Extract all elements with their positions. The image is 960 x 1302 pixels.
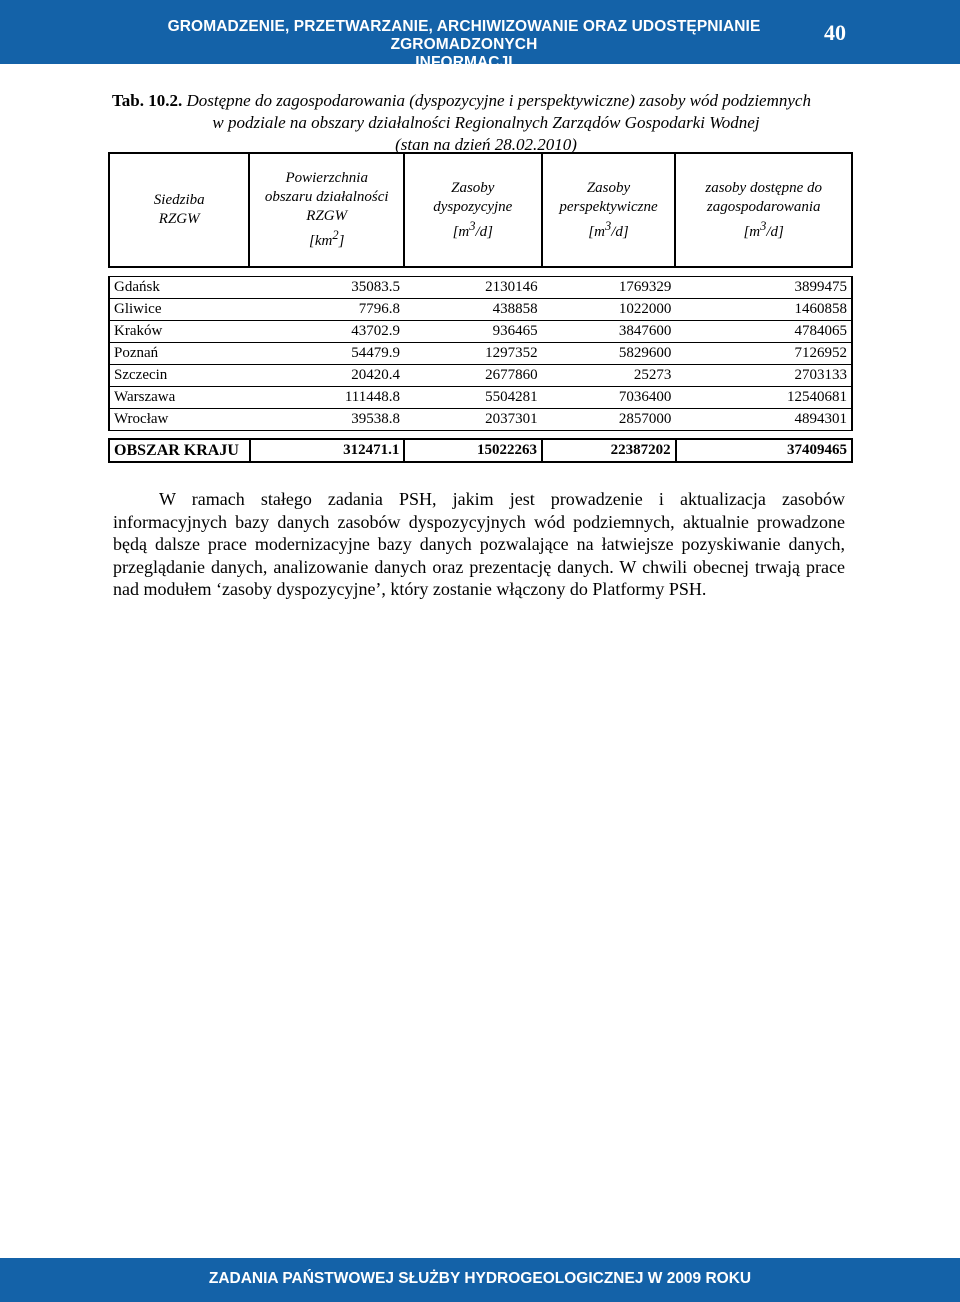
cell-disp: 2130146 <box>404 277 542 299</box>
cell-avail: 3899475 <box>675 277 852 299</box>
cell-persp: 1769329 <box>542 277 676 299</box>
total-table <box>108 438 853 463</box>
header-title-line2: INFORMACJI <box>415 54 513 71</box>
cell-name: Kraków <box>109 321 249 343</box>
total-row <box>109 439 852 462</box>
header-cell-perspective: Zasoby perspektywiczne $[m^3/d]$ <box>542 153 676 267</box>
cell-area: 20420.4 <box>249 365 404 387</box>
cell-avail: 2703133 <box>675 365 852 387</box>
page-number: 40 <box>824 20 846 45</box>
cell-area: 43702.9 <box>249 321 404 343</box>
cell-avail: 7126952 <box>675 343 852 365</box>
cell-name: Wrocław <box>109 409 249 431</box>
page-header <box>0 0 960 71</box>
cell-name: Poznań <box>109 343 249 365</box>
caption-line1: Dostępne do zagospodarowania (dyspozycyjne i perspektywiczne) zasoby wód podziemnych <box>186 91 811 110</box>
cell-disp: 1297352 <box>404 343 542 365</box>
cell-persp: 2857000 <box>542 409 676 431</box>
table-header-row <box>109 153 852 267</box>
cell-persp: 25273 <box>542 365 676 387</box>
cell-area: 35083.5 <box>249 277 404 299</box>
cell-persp: 5829600 <box>542 343 676 365</box>
total-name: OBSZAR KRAJU <box>109 439 250 462</box>
table-row <box>109 277 852 299</box>
cell-persp: 7036400 <box>542 387 676 409</box>
table-caption <box>112 90 860 156</box>
total-avail: 37409465 <box>676 439 852 462</box>
cell-avail: 1460858 <box>675 299 852 321</box>
header-title-line1: GROMADZENIE, PRZETWARZANIE, ARCHIWIZOWANIE ORAZ UDOSTĘPNIANIE ZGROMADZONYCH <box>167 18 761 53</box>
page-footer <box>0 1258 960 1302</box>
cell-disp: 2037301 <box>404 409 542 431</box>
table-row <box>109 387 852 409</box>
table-row <box>109 343 852 365</box>
total-disp: 15022263 <box>404 439 542 462</box>
cell-disp: 936465 <box>404 321 542 343</box>
cell-area: 39538.8 <box>249 409 404 431</box>
header-cell-seat: Siedziba RZGW <box>109 153 249 267</box>
cell-area: 54479.9 <box>249 343 404 365</box>
header-title <box>108 18 820 72</box>
table-row <box>109 321 852 343</box>
cell-avail: 12540681 <box>675 387 852 409</box>
resources-table <box>108 152 853 431</box>
header-cell-area: Powierzchnia obszaru działalności RZGW $[km^2]$ <box>249 153 404 267</box>
total-persp: 22387202 <box>542 439 676 462</box>
header-cell-disposable: Zasoby dyspozycyjne $[m^3/d]$ <box>404 153 542 267</box>
table-row <box>109 299 852 321</box>
body-paragraph: W ramach stałego zadania PSH, jakim jest prowadzenie i aktualizacja zasobów informacyjnych bazy danych zasobów dyspozycyjnych wód podziemnych, aktualnie prowadzone będą dalsze prace modernizacyjne bazy danych pozwalające na łatwiejsze pozyskiwanie danych, przeglądanie danych, analizowanie danych oraz prezentację danych. W chwili obecnej trwają prace nad modułem ‘zasoby dyspozycyjne’, który zostanie włączony do Platformy PSH. <box>113 489 845 599</box>
cell-name: Gdańsk <box>109 277 249 299</box>
cell-avail: 4894301 <box>675 409 852 431</box>
cell-area: 111448.8 <box>249 387 404 409</box>
total-area: 312471.1 <box>250 439 404 462</box>
caption-line3: (stan na dzień 28.02.2010) <box>395 135 577 154</box>
table-row <box>109 365 852 387</box>
footer-text: ZADANIA PAŃSTWOWEJ SŁUŻBY HYDROGEOLOGICZNEJ W 2009 ROKU <box>208 1270 752 1287</box>
cell-disp: 438858 <box>404 299 542 321</box>
cell-disp: 2677860 <box>404 365 542 387</box>
table-row <box>109 409 852 431</box>
cell-name: Warszawa <box>109 387 249 409</box>
cell-disp: 5504281 <box>404 387 542 409</box>
cell-persp: 3847600 <box>542 321 676 343</box>
table-label: Tab. 10.2. <box>112 91 183 110</box>
cell-area: 7796.8 <box>249 299 404 321</box>
cell-persp: 1022000 <box>542 299 676 321</box>
header-cell-available: zasoby dostępne do zagospodarowania $[m^3/d]$ <box>675 153 852 267</box>
cell-avail: 4784065 <box>675 321 852 343</box>
caption-line2: w podziale na obszary działalności Regionalnych Zarządów Gospodarki Wodnej <box>212 113 760 132</box>
cell-name: Szczecin <box>109 365 249 387</box>
cell-name: Gliwice <box>109 299 249 321</box>
